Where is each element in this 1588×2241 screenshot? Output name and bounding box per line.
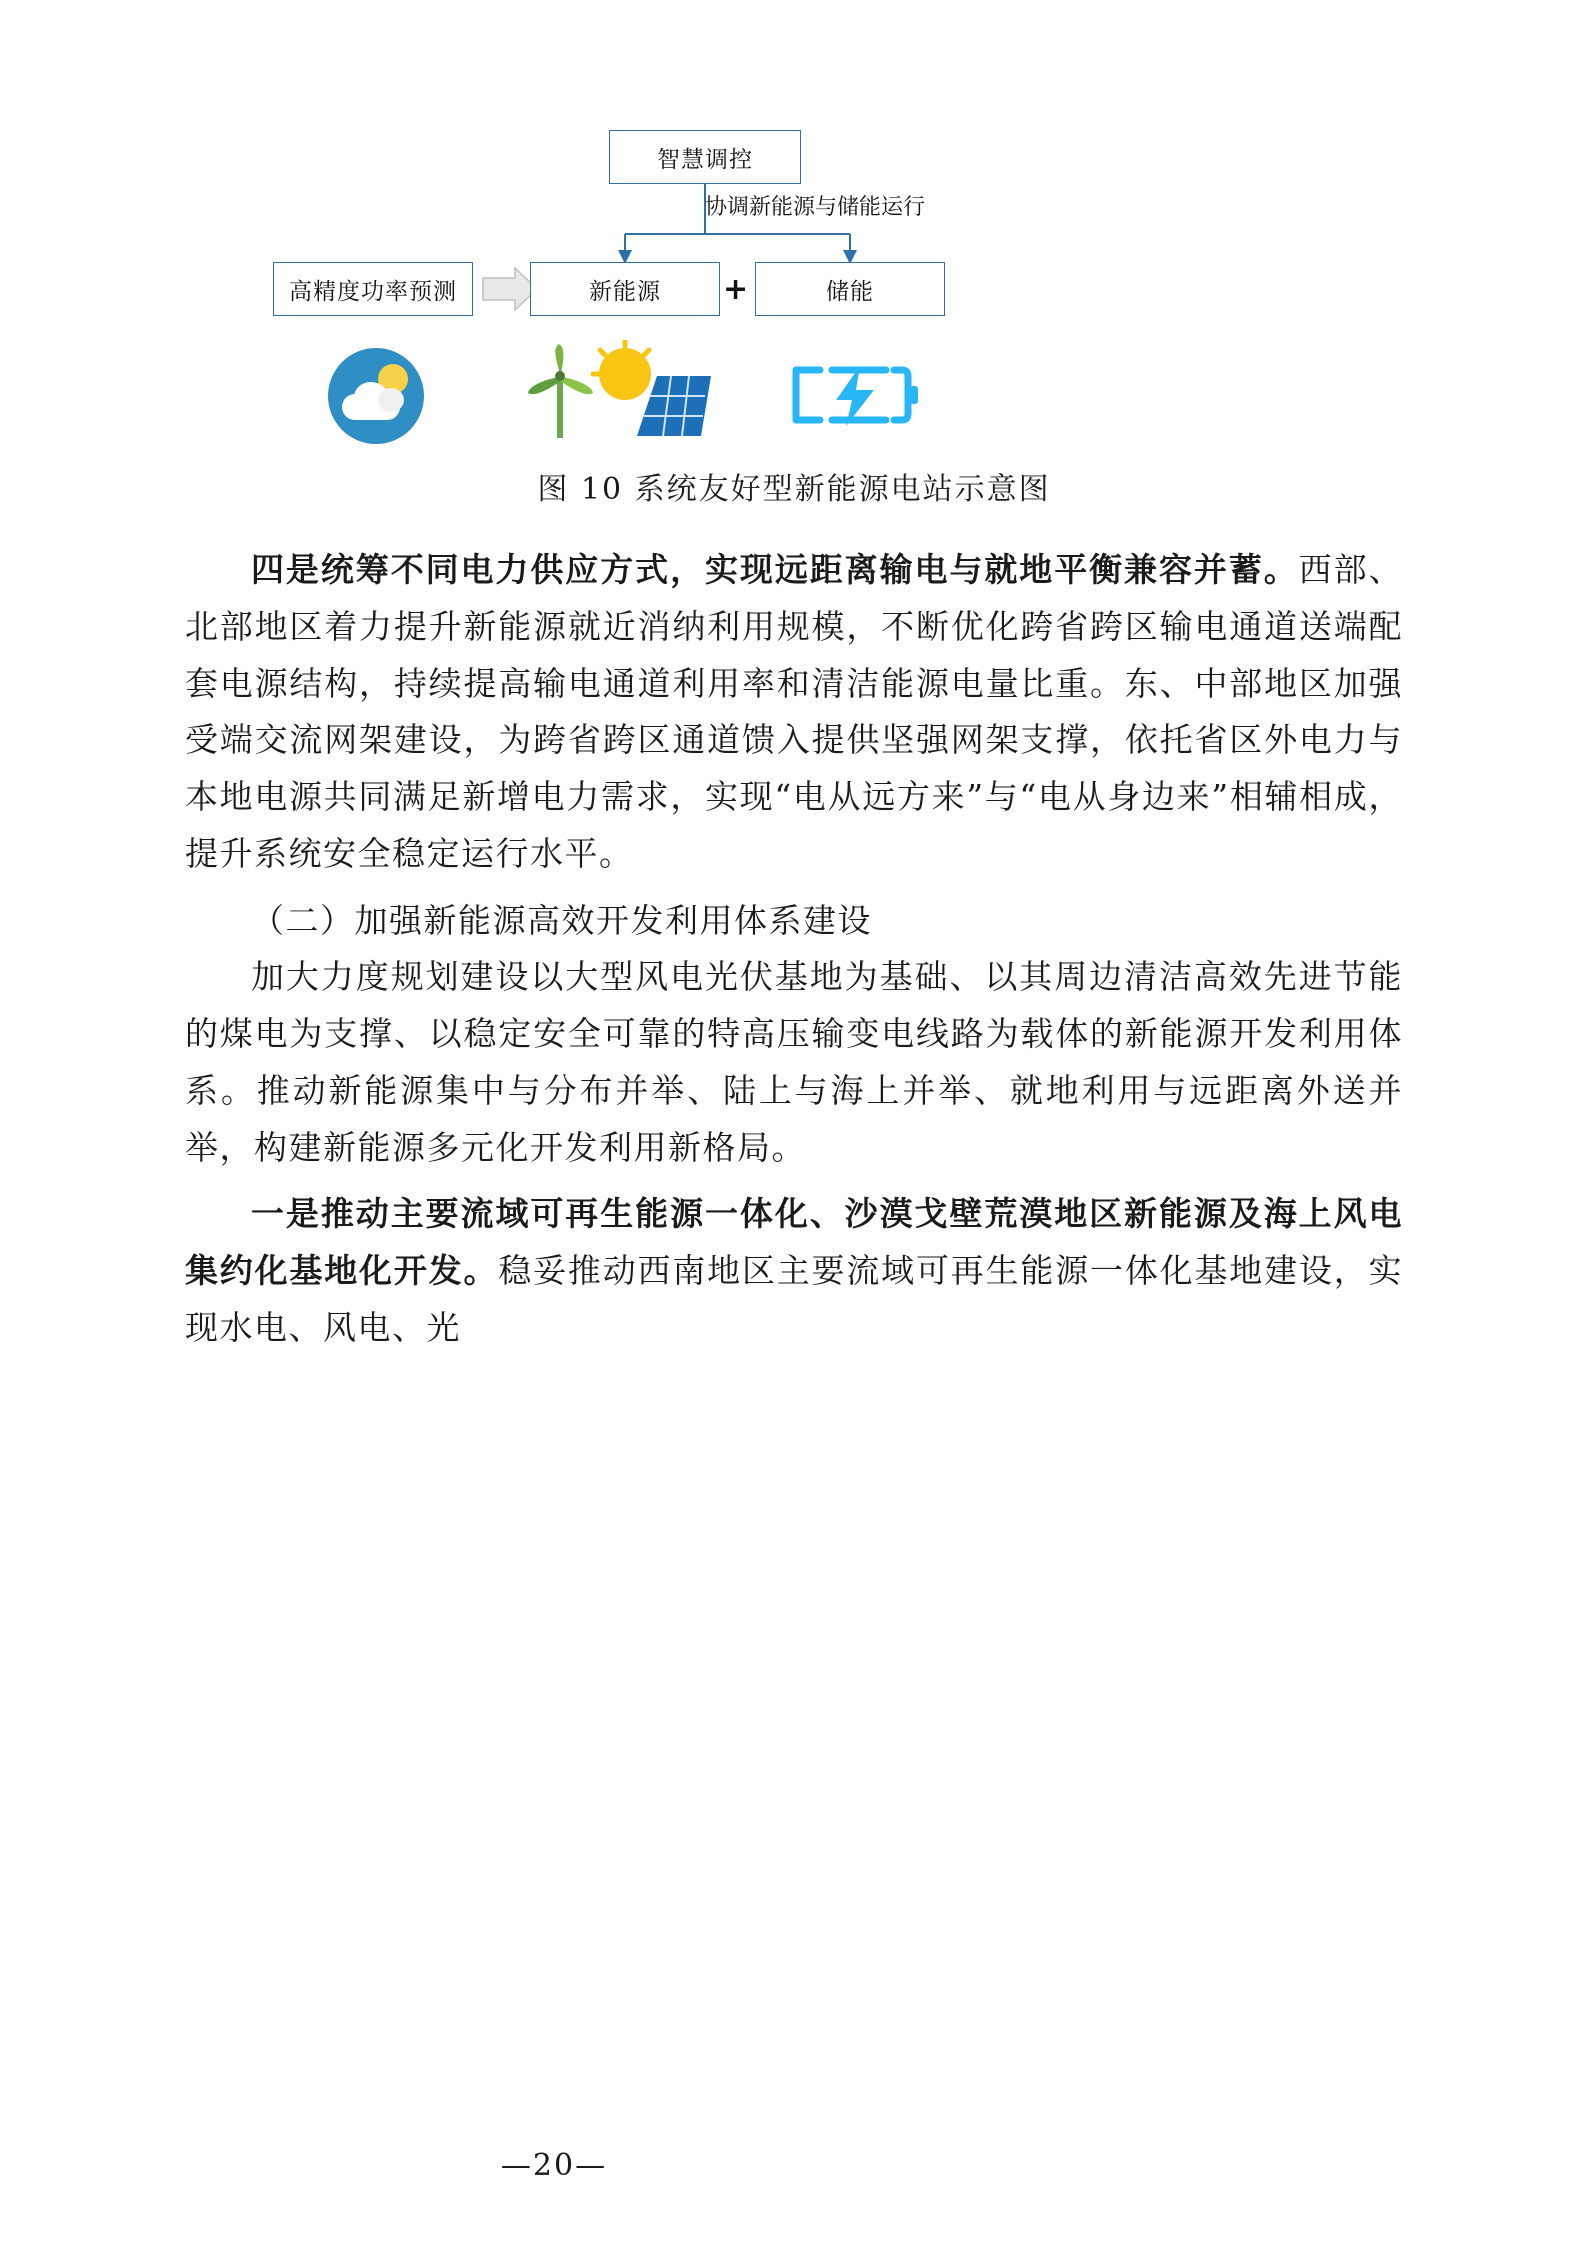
paragraph-four-is: [185, 542, 1403, 883]
diagram-node-new-energy: 新能源: [530, 262, 720, 316]
paragraph-four-is-rest: 西部、北部地区着力提升新能源就近消纳利用规模，不断优化跨省跨区输电通道送端配套电源结构，持续提高输电通道利用率和清洁能源电量比重。东、中部地区加强受端交流网架建设，为跨省跨区通道馈入提供坚强网架支撑，依托省区外电力与本地电源共同满足新增电力需求，实现“电从远方来”与“电从身边来”相辅相成，提升系统安全稳定运行水平。: [185, 550, 1403, 873]
weather-cloud-sun-icon: [328, 348, 424, 444]
paragraph-four-is-lead: 四是统筹不同电力供应方式，实现远距离输电与就地平衡兼容并蓄。: [251, 550, 1299, 589]
diagram-node-forecast: 高精度功率预测: [273, 262, 473, 316]
diagram-node-smart-control: 智慧调控: [609, 130, 801, 184]
paragraph-one-is-lead: 一是推动主要流域可再生能源一体化、沙漠戈壁荒漠地区新能源及海上风电集约化基地化开发。: [185, 1194, 1403, 1290]
page-number-text: —20—: [500, 2148, 608, 2183]
diagram-plus-sign: +: [723, 272, 749, 307]
document-page: [0, 112, 1588, 2241]
page-number: [0, 2148, 1588, 2183]
solar-panel-icon: [585, 340, 715, 445]
paragraph-one-is: [185, 1186, 1403, 1356]
system-friendly-plant-diagram: [185, 112, 1403, 462]
figure-block: [185, 112, 1403, 542]
diagram-node-storage: 储能: [755, 262, 945, 316]
battery-charging-icon: [790, 360, 920, 430]
diagram-edge-label: 协调新能源与储能运行: [705, 195, 926, 220]
paragraph-system-building: 加大力度规划建设以大型风电光伏基地为基础、以其周边清洁高效先进节能的煤电为支撑、以稳定安全可靠的特高压输变电线路为载体的新能源开发利用体系。推动新能源集中与分布并举、陆上与海上并举、就地利用与远距离外送并举，构建新能源多元化开发利用新格局。: [185, 957, 1403, 1167]
section-heading-2: （二）加强新能源高效开发利用体系建设: [251, 900, 872, 940]
figure-caption: 图 10 系统友好型新能源电站示意图: [537, 472, 1051, 507]
paragraph-one-is-rest: 稳妥推动西南地区主要流域可再生能源一体化基地建设，实现水电、风电、光: [185, 1251, 1404, 1347]
